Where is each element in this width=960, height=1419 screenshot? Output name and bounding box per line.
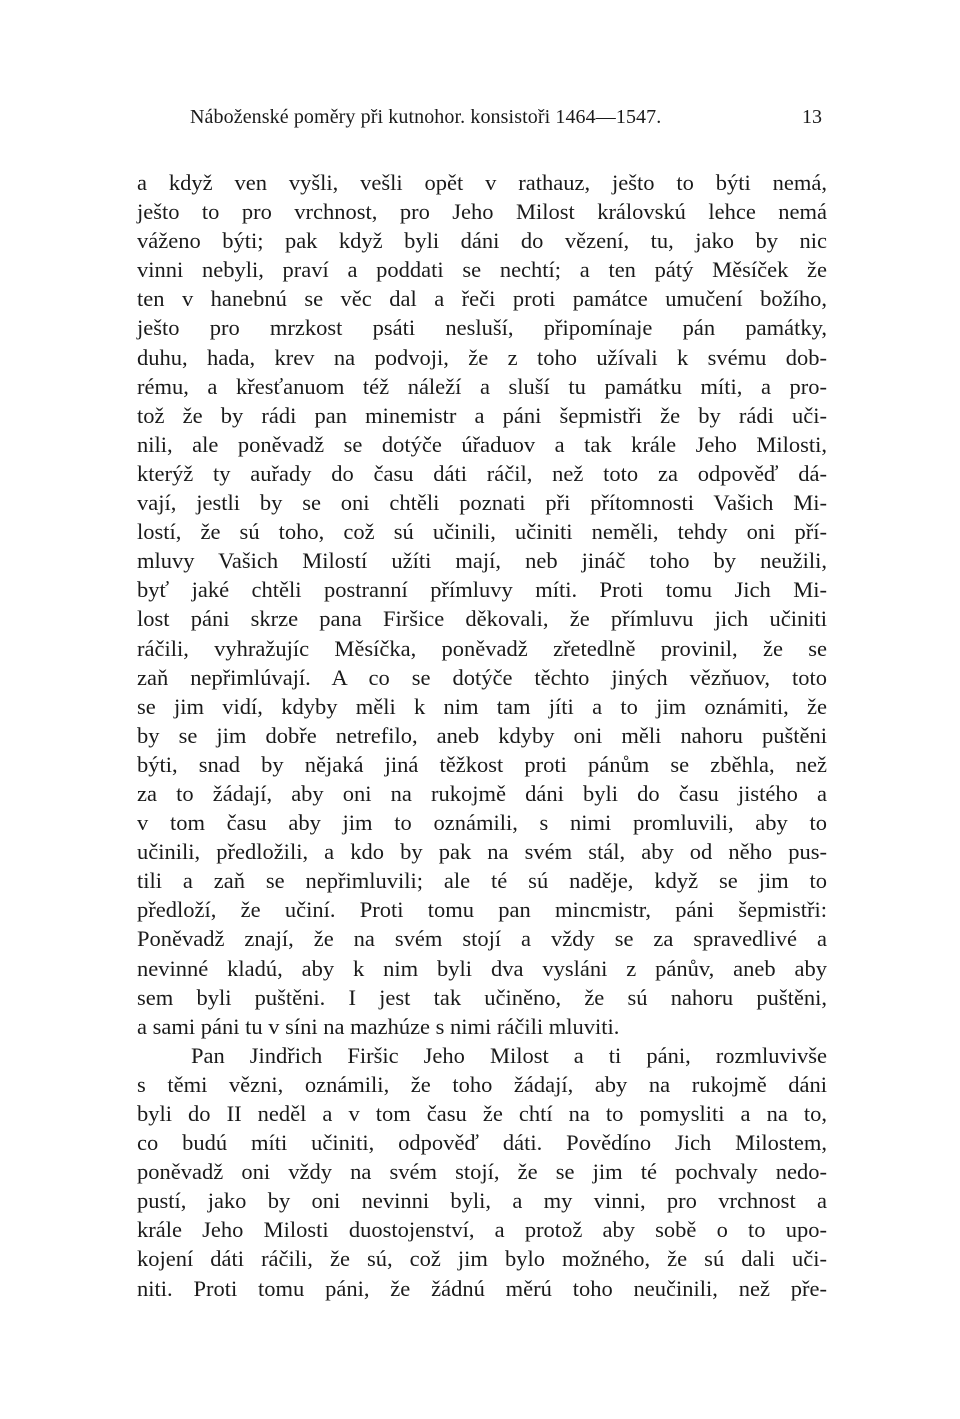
text-line: kojení dáti ráčili, že sú, což jim bylo možného, že sú dali uči-	[137, 1246, 827, 1272]
text-line: krále Jeho Milosti duostojenství, a protož aby sobě o to upo-	[137, 1217, 827, 1243]
text-line: vinni nebyli, praví a poddati se nechtí; a ten pátý Měsíček že	[137, 257, 827, 283]
page-number: 13	[802, 106, 822, 128]
text-line: nevinné kladú, aby k nim byli dva vysláni z pánův, aneb aby	[137, 955, 827, 981]
text-line: Pan Jindřich Firšic Jeho Milost a ti páni, rozmluvivše	[191, 1042, 827, 1068]
text-line: duhu, hada, krev na podvoji, že z toho užívali k svému dob-	[137, 344, 827, 370]
text-line: za to žádají, aby oni na rukojmě dáni byli do času jistého a	[137, 780, 827, 806]
text-line: býti, snad by nějaká jiná těžkost proti pánům se zběhla, než	[137, 751, 827, 777]
text-line: zaň nepřimlúvají. A co se dotýče těchto jiných vězňuov, toto	[137, 664, 827, 690]
text-line: a sami páni tu v síni na mazhúze s nimi ráčili mluviti.	[137, 1013, 620, 1039]
text-line: lost páni skrze pana Firšice děkovali, že přímluvu jich učiniti	[137, 606, 827, 632]
text-line: a když ven vyšli, vešli opět v rathauz, ješto to býti nemá,	[137, 170, 827, 195]
text-line: ráčili, vyhražujíc Měsíčka, poněvadž zřetedlně provinil, že se	[137, 635, 827, 661]
text-line: Poněvadž znají, že na svém stojí a vždy se za spravedlivé a	[137, 926, 827, 952]
text-line: niti. Proti tomu páni, že žádnú měrú toho neučinili, než pře-	[137, 1275, 827, 1301]
text-line: byť jaké chtěli postranní přímluvy míti. Proti tomu Jich Mi-	[137, 577, 827, 603]
text-line: nili, ale poněvadž se dotýče úřaduov a tak krále Jeho Milosti,	[137, 431, 827, 457]
text-line: s těmi vězni, oznámili, že toho žádají, aby na rukojmě dáni	[137, 1071, 827, 1097]
text-line: byli do II neděl a v tom času že chtí na to pomysliti a na to,	[137, 1101, 827, 1126]
text-line: v tom času aby jim to oznámili, s nimi promluvili, aby to	[137, 810, 827, 836]
running-head	[190, 103, 822, 131]
text-line: pustí, jako by oni nevinni byli, a my vinni, pro vrchnost a	[137, 1188, 827, 1214]
running-title: Náboženské poměry při kutnohor. konsistoři 1464—1547.	[190, 106, 662, 128]
text-line: sem byli puštěni. I jest tak učiněno, že sú nahoru puštěni,	[137, 984, 827, 1010]
text-line: ten v hanebnú se věc dal a řeči proti památce umučení božího,	[137, 286, 827, 312]
text-line: mluvy Vašich Milostí užíti mají, neb jináč toho by neužili,	[137, 548, 827, 574]
text-line: poněvadž oni vždy na svém stojí, že se jim té pochvaly nedo-	[137, 1159, 827, 1185]
text-line: co budú míti učiniti, odpověď dáti. Povědíno Jich Milostem,	[137, 1130, 827, 1156]
text-line: se jim vidí, kdyby měli k nim tam jíti a to jim oznámiti, že	[137, 693, 827, 719]
text-line: předloží, že učiní. Proti tomu pan mincmistr, páni šepmistři:	[137, 897, 827, 923]
text-line: ješto to pro vrchnost, pro Jeho Milost královskú lehce nemá	[137, 199, 827, 225]
text-line: rému, a křesťanuom též náleží a sluší tu památku míti, a pro-	[137, 373, 827, 399]
text-line: kterýž ty auřady do času dáti ráčil, než toto za odpověď dá-	[137, 460, 827, 486]
text-line: lostí, že sú toho, což sú učinili, učiniti neměli, tehdy oni pří-	[137, 519, 827, 545]
body-text	[137, 168, 827, 1303]
text-line: vají, jestli by se oni chtěli poznati při přítomnosti Vašich Mi-	[137, 490, 827, 516]
text-line: tili a zaň se nepřimluvili; ale té sú naděje, když se jim to	[137, 868, 827, 894]
text-line: ješto pro mrzkost psáti nesluší, připomínaje pán památky,	[137, 315, 827, 341]
text-line: tož že by rádi pan minemistr a páni šepmistři že by rádi uči-	[137, 402, 827, 428]
text-line: váženo býti; pak když byli dáni do vězení, tu, jako by nic	[137, 228, 827, 254]
text-line: učinili, předložili, a kdo by pak na svém stál, aby od něho pus-	[137, 839, 827, 865]
text-line: by se jim dobře netrefilo, aneb kdyby oni měli nahoru puštěni	[137, 722, 827, 748]
